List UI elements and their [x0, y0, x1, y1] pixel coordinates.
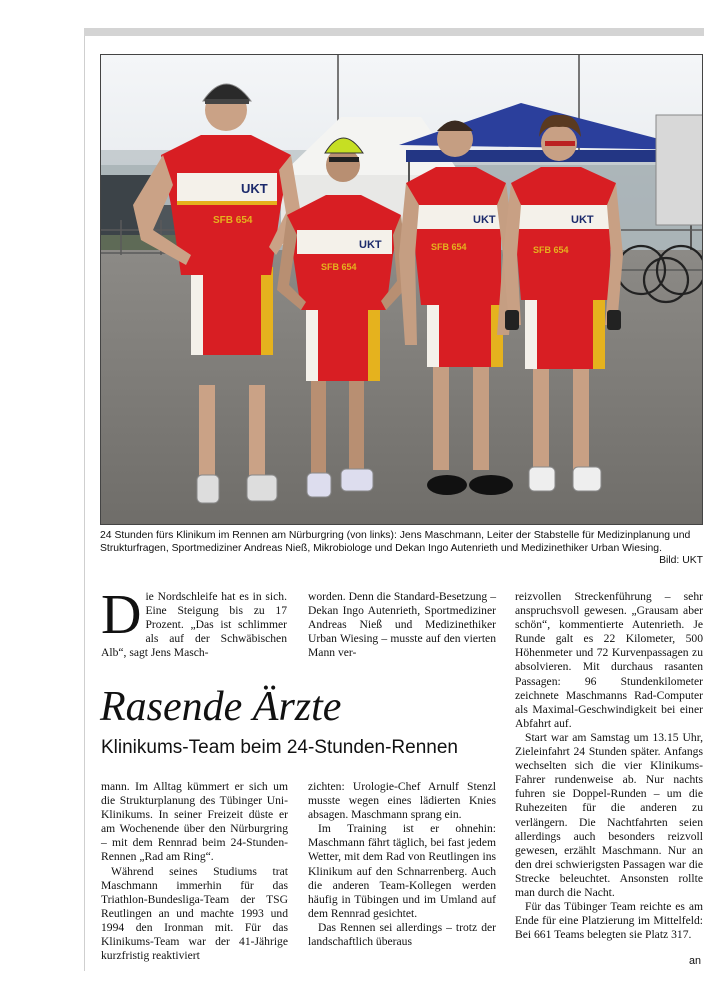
body-paragraph: Im Training ist er ohnehin: Maschmann fährt täglich, bei fast jedem Wetter, mit dem Rad von Reutlingen ins Klinikum auf den Schnarrenberg. Auch die anderen Team-Kollegen werden häufig in Tübingen und im Umland auf dem Rennrad gesichtet.	[308, 822, 496, 920]
headline: Rasende Ärzte	[100, 684, 342, 730]
body-column-3	[515, 590, 703, 942]
lead-text-2: worden. Denn die Standard-Besetzung – Dekan Ingo Autenrieth, Sportmediziner Andreas Nieß und Medizinethiker Urban Wiesing – musste auf den vierten Mann ver-	[308, 590, 496, 660]
jersey-sponsor-2: SFB 654	[321, 262, 357, 272]
body-paragraph: Start war am Samstag um 13.15 Uhr, Zieleinfahrt 24 Stunden später. Anfangs wechselten sich die vier Klinikums-Fahrer rundenweise ab. Nur nachts fuhren sie Doppel-Runden – um die Ruhezeiten für die anderen zu verlängern. Die Nachtfahrten seien allerdings auch besonders reizvoll gewesen, erzählt Maschmann. Nur an den drei schwierigsten Passagen war die Strecke beleuchtet. Ansonsten rollte man durch die Nacht.	[515, 730, 703, 899]
body-column-1	[101, 780, 288, 963]
continued-marker: an	[688, 955, 701, 967]
body-paragraph: Für das Tübinger Team reichte es am Ende für eine Platzierung im Mittelfeld: Bei 661 Teams belegten sie Platz 317.	[515, 900, 703, 942]
body-paragraph: Während seines Studiums trat Maschmann immerhin für das Triathlon-Bundesliga-Team der TSG Reutlingen an und machte 1993 und 1994 den Ironman mit. Für das Klinikums-Team war der 41-Jährige kurzfristig reaktiviert	[101, 864, 288, 963]
photo-credit: Bild: UKT	[659, 555, 703, 566]
jersey-ukt-4: UKT	[571, 214, 594, 226]
body-column-2	[308, 780, 496, 949]
team-photo	[100, 54, 703, 525]
body-paragraph: mann. Im Alltag kümmert er sich um die Strukturplanung des Tübinger Uni-Klinikums. In seiner Freizeit düste er am Wochenende über den Nürburgring – mit dem Rennrad beim 24-Stunden-Rennen „Rad am Ring“.	[101, 780, 288, 864]
drop-cap: D	[101, 584, 142, 646]
lead-column-1	[101, 584, 287, 660]
jersey-ukt-1: UKT	[241, 181, 268, 196]
subheadline: Klinikums-Team beim 24-Stunden-Rennen	[101, 737, 458, 758]
body-paragraph: reizvollen Streckenführung – sehr anspruchsvoll gewesen. „Grausam aber schön“, kommentierte Autenrieth. Je Runde galt es 22 Kilometer, 500 Höhenmeter und 72 Kurvenpassagen zu absolvieren. Mit durchaus rasanten Passagen: 96 Stundenkilometer zeichnete Maschmanns Rad-Computer als Maximal-Geschwindigkeit bei einer Abfahrt auf.	[515, 590, 703, 730]
photo-caption: 24 Stunden fürs Klinikum im Rennen am Nürburgring (von links): Jens Maschmann, Leiter der Stabstelle für Medizinplanung und Strukturfragen, Sportmediziner Andreas Nieß, Mikrobiologe und Dekan Ingo Autenrieth und Medizinethiker Urban Wiesing.	[100, 530, 691, 554]
lead-column-2	[308, 590, 496, 660]
jersey-ukt-3: UKT	[473, 214, 496, 226]
jersey-sponsor-1: SFB 654	[213, 215, 253, 226]
body-paragraph: Das Rennen sei allerdings – trotz der landschaftlich überaus	[308, 920, 496, 949]
jersey-sponsor-3: SFB 654	[431, 242, 467, 252]
page-top-rule	[84, 28, 704, 36]
jersey-sponsor-4: SFB 654	[533, 245, 569, 255]
team-photo-illustration	[101, 55, 703, 525]
lead-text-1: ie Nordschleife hat es in sich. Eine Steigung bis zu 17 Prozent. „Das ist schlimmer als auf der Schwäbischen Alb“, sagt Jens Masch-	[101, 590, 287, 660]
body-paragraph: zichten: Urologie-Chef Arnulf Stenzl musste wegen eines lädierten Knies absagen. Maschmann sprang ein.	[308, 780, 496, 822]
jersey-ukt-2: UKT	[359, 239, 382, 251]
page-left-rule	[84, 36, 85, 971]
